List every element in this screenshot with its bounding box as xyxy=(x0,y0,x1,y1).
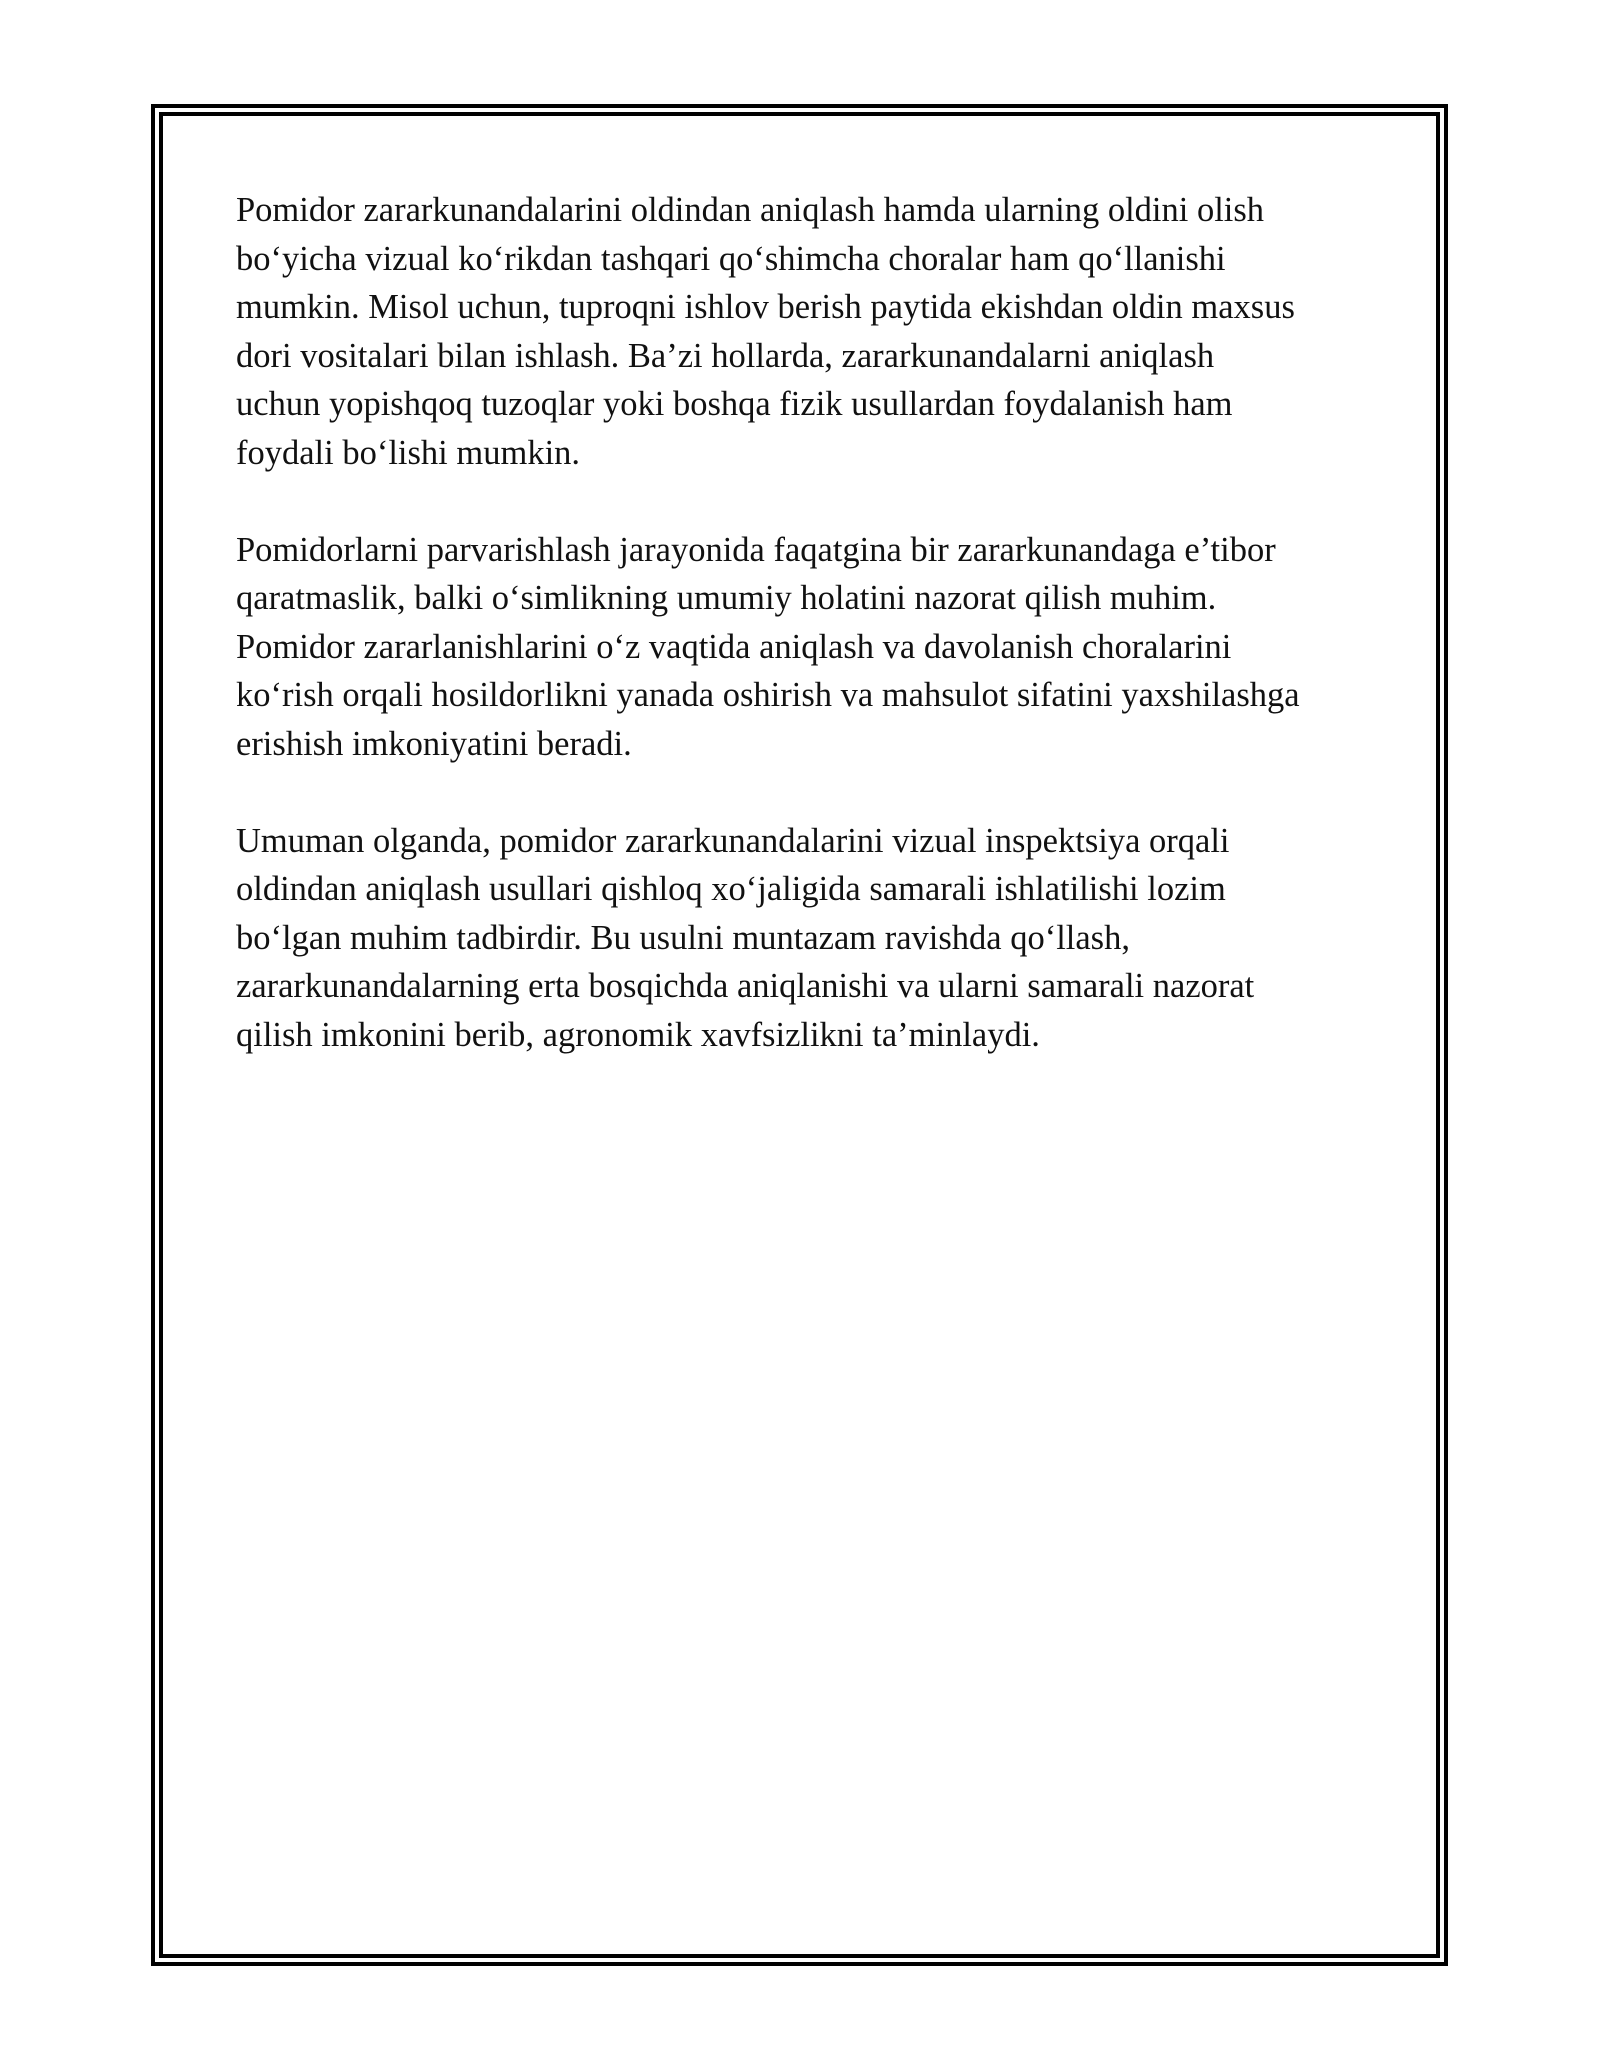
paragraph-2 xyxy=(236,526,1376,769)
paragraph-line: Pomidorlarni parvarishlash jarayonida faqatgina bir zararkunandaga e’tibor xyxy=(236,530,1276,569)
paragraph-3 xyxy=(236,817,1376,1060)
paragraph-line: dori vositalari bilan ishlash. Ba’zi hollarda, zararkunandalarni aniqlash xyxy=(236,336,1215,375)
paragraph-line: zararkunandalarning erta bosqichda aniqlanishi va ularni samarali nazorat xyxy=(236,967,1255,1005)
document-body xyxy=(236,186,1376,1108)
paragraph-line: bo‘yicha vizual ko‘rikdan tashqari qo‘shimcha choralar ham qo‘llanishi xyxy=(236,239,1226,278)
paragraph-line: ko‘rish orqali hosildorlikni yanada oshirish va mahsulot sifatini yaxshilashga xyxy=(236,676,1300,714)
paragraph-line: erishish imkoniyatini beradi. xyxy=(236,724,632,763)
paragraph-line: bo‘lgan muhim tadbirdir. Bu usulni muntazam ravishda qo‘llash, xyxy=(236,918,1130,957)
paragraph-line: uchun yopishqoq tuzoqlar yoki boshqa fizik usullardan foydalanish ham xyxy=(236,385,1233,423)
paragraph-line: Umuman olganda, pomidor zararkunandalarini vizual inspektsiya orqali xyxy=(236,821,1230,860)
paragraph-1 xyxy=(236,186,1376,477)
paragraph-line: mumkin. Misol uchun, tuproqni ishlov berish paytida ekishdan oldin maxsus xyxy=(236,288,1295,326)
paragraph-line: qaratmaslik, balki o‘simlikning umumiy holatini nazorat qilish muhim. xyxy=(236,579,1217,617)
paragraph-line: oldindan aniqlash usullari qishloq xo‘jaligida samarali ishlatilishi lozim xyxy=(236,870,1226,908)
paragraph-line: Pomidor zararlanishlarini o‘z vaqtida aniqlash va davolanish choralarini xyxy=(236,627,1232,666)
paragraph-line: Pomidor zararkunandalarini oldindan aniqlash hamda ularning oldini olish xyxy=(236,191,1265,229)
paragraph-line: foydali bo‘lishi mumkin. xyxy=(236,433,581,472)
paragraph-line: qilish imkonini berib, agronomik xavfsizlikni ta’minlaydi. xyxy=(236,1015,1040,1054)
